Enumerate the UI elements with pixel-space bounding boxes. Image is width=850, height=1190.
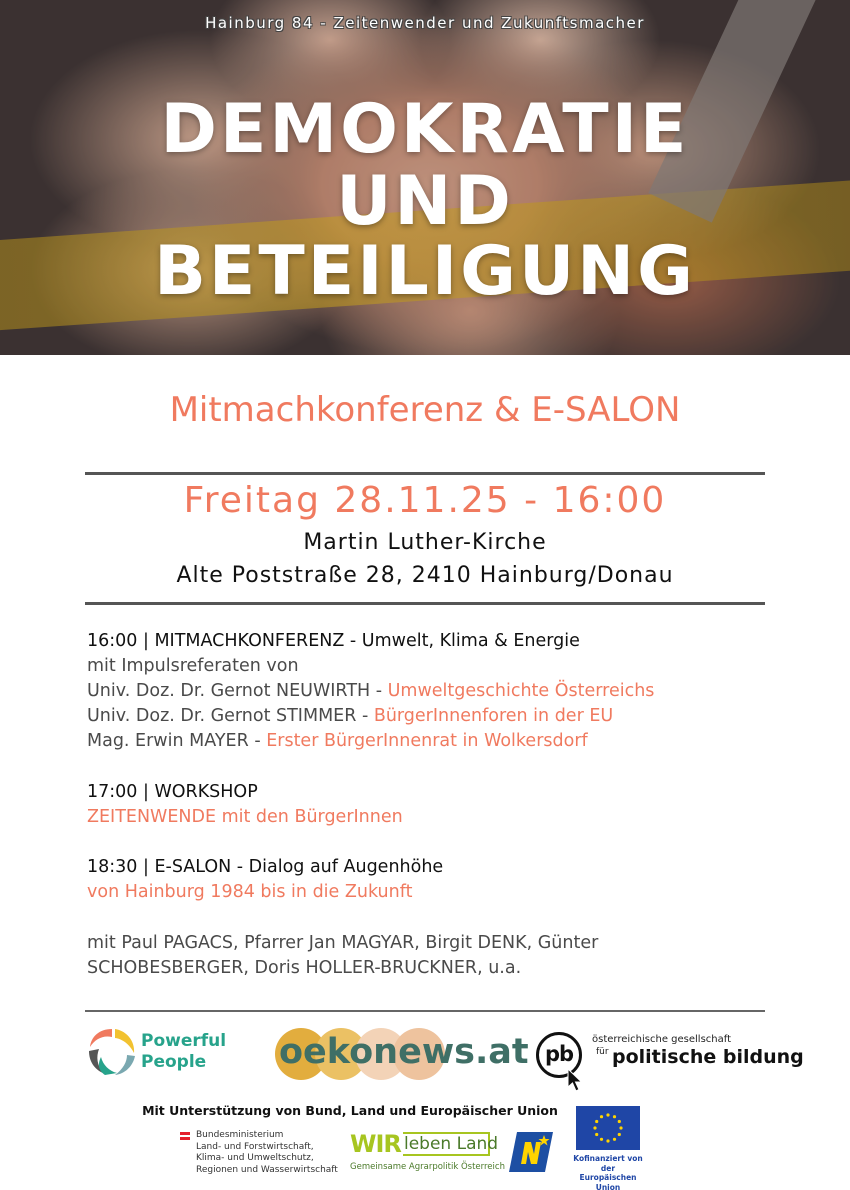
program-heading: 17:00 | WORKSHOP [87,782,258,802]
wir-subtext: Gemeinsame Agrarpolitik Österreich [350,1162,505,1172]
ministry-line: Regionen und Wasserwirtschaft [196,1164,338,1175]
program-block-workshop [87,780,787,830]
hero-title-line-2: UND [336,162,514,241]
event-date: Freitag 28.11.25 - 16:00 [183,480,667,521]
speaker-name: Mag. Erwin MAYER - [87,731,267,751]
speaker-row [87,679,787,704]
oekonews-logo [275,1028,529,1080]
participants [87,931,787,981]
hero-subtitle: Hainburg 84 - Zeitenwender und Zukunftsmacher [205,14,645,32]
ministry-line: Bundesministerium [196,1130,284,1140]
divider [85,602,765,605]
hero-title-line-3: BETEILIGUNG [154,232,696,311]
ministry-line: Klima- und Umweltschutz, [196,1153,314,1163]
ministry-text [196,1130,338,1176]
program-heading: 18:30 | E-SALON - Dialog auf Augenhöhe [87,857,444,877]
hero-banner [0,0,850,355]
speaker-name: Univ. Doz. Dr. Gernot NEUWIRTH - [87,681,388,701]
program-detail: von Hainburg 1984 bis in die Zukunft [87,882,413,902]
eu-cofunding-logo [573,1106,643,1190]
wir-text: WIR [350,1130,401,1158]
pb-mark: pb [536,1032,582,1078]
eu-line: Europäischen Union [579,1173,637,1190]
wir-leben-land-logo [350,1130,505,1178]
eu-flag-icon [576,1106,640,1150]
powerful-people-line-2: People [141,1052,207,1072]
eu-text [567,1154,649,1190]
powerful-people-text [141,1031,226,1073]
speaker-topic: BürgerInnenforen in der EU [373,706,614,726]
niederoesterreich-logo [509,1130,553,1174]
speaker-topic: Umweltgeschichte Österreichs [387,681,655,701]
noe-n-icon [509,1130,553,1174]
austria-flag-icon [180,1132,190,1140]
event-subtitle: Mitmachkonferenz & E-SALON [169,390,681,430]
eu-line: Kofinanziert von der [573,1154,643,1173]
politische-bildung-logo [536,1030,804,1092]
program-detail: ZEITENWENDE mit den BürgerInnen [87,807,403,827]
pb-small-text: österreichische gesellschaft [592,1034,732,1045]
powerful-people-logo [85,1025,235,1083]
venue-address: Alte Poststraße 28, 2410 Hainburg/Donau [176,563,674,588]
venue-name: Martin Luther-Kirche [303,530,547,555]
program-block-conference [87,629,787,754]
hero-title-line-1: DEMOKRATIE [160,90,690,169]
powerful-people-icon [85,1025,139,1079]
mouse-cursor-icon [566,1068,586,1094]
speaker-row [87,704,787,729]
program-block-esalon [87,855,787,905]
speaker-name: Univ. Doz. Dr. Gernot STIMMER - [87,706,374,726]
leben-land-text: leben Land [404,1134,499,1154]
participants-line-2: SCHOBESBERGER, Doris HOLLER-BRUCKNER, u.a. [87,958,522,978]
program-intro: mit Impulsreferaten von [87,656,299,676]
speaker-topic: Erster BürgerInnenrat in Wolkersdorf [266,731,588,751]
support-heading: Mit Unterstützung von Bund, Land und Europäischer Union [142,1103,558,1118]
program-heading: 16:00 | MITMACHKONFERENZ - Umwelt, Klima & Energie [87,631,580,651]
ministry-logo [180,1130,355,1180]
ministry-line: Land- und Forstwirtschaft, [196,1141,314,1152]
oekonews-text: oekonews.at [279,1032,529,1072]
participants-line-1: mit Paul PAGACS, Pfarrer Jan MAGYAR, Birgit DENK, Günter [87,933,599,953]
pb-big-text: politische bildung [612,1046,804,1068]
divider [85,1010,765,1012]
divider [85,472,765,475]
powerful-people-line-1: Powerful [141,1031,227,1051]
pb-fuer: für [596,1047,609,1057]
speaker-row [87,729,787,754]
